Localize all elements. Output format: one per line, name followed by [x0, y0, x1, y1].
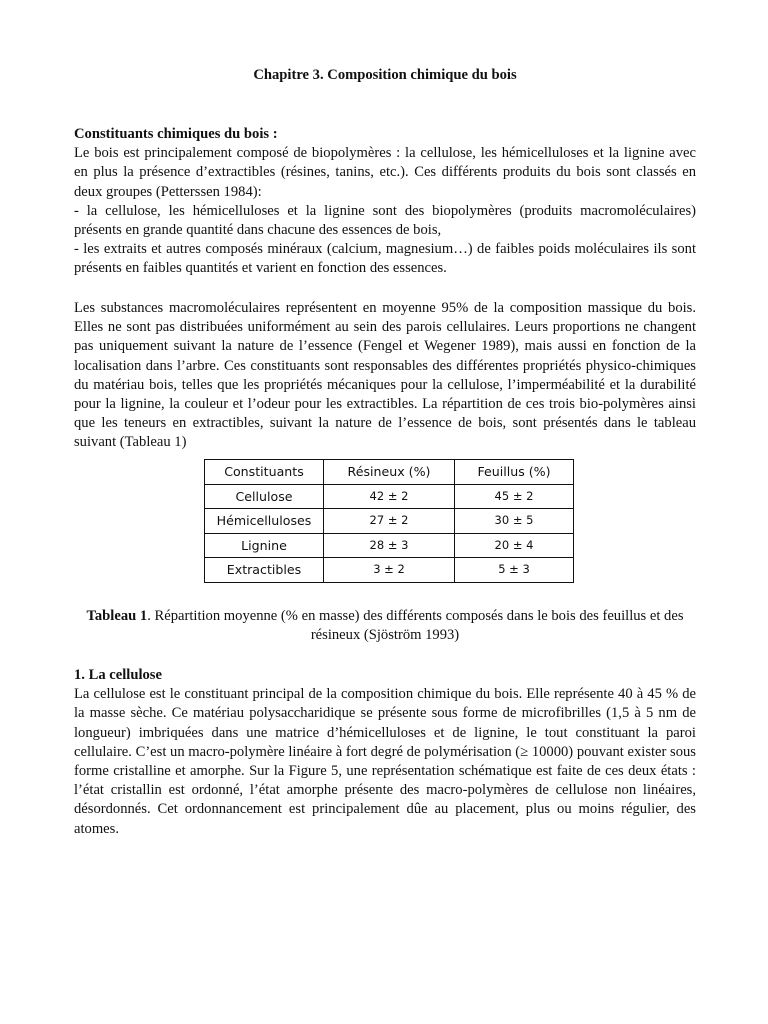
paragraph-macromolecules-text: Les substances macromoléculaires représentent en moyenne 95% de la composition massique du bois. Elles ne sont pas distribuées uniformément au sein des parois cellulaires. Leurs proportions ne changent pas uniquement suivant la nature de l’essence (Fengel et Wegener 1989), mais aussi en fonction de la localisation dans l’arbre. Ces constituants sont responsables des différentes propriétés physico-chimiques du matériau bois, telles que les propriétés mécaniques pour la cellulose, l’imperméabilité et la durabilité pour la lignine, la couleur et l’odeur pour les extractibles. La répartition de ces trois bio-polymères ainsi que les teneurs en extractibles, suivant la nature de l’essence de bois, sont présentés dans le tableau suivant (Tableau 1) [74, 300, 696, 451]
table-row [205, 509, 574, 534]
paragraph-intro: Le bois est principalement composé de biopolymères : la cellulose, les hémicelluloses et la lignine avec en plus la présence d’extractibles (résines, tanins, etc.). Ces différents produits du bois sont classés en deux groupes (Petterssen 1984): [74, 145, 696, 200]
paragraph-macromolecules [74, 299, 696, 453]
section-constituants [74, 125, 696, 279]
section-cellulose [74, 666, 696, 839]
table-row [205, 533, 574, 558]
table-cell-feuillus: 5 ± 3 [455, 558, 574, 583]
bullet-biopolymeres: - la cellulose, les hémicelluloses et la lignine sont des biopolymères (produits macromoléculaires) présents en grande quantité dans chacune des essences de bois, [74, 202, 696, 239]
table-row [205, 558, 574, 583]
table-cell-constituant: Hémicelluloses [205, 509, 324, 534]
chapter-title: Chapitre 3. Composition chimique du bois [253, 67, 517, 83]
table-header-resineux: Résineux (%) [324, 460, 455, 485]
table-cell-constituant: Cellulose [205, 484, 324, 509]
table-cell-constituant: Lignine [205, 533, 324, 558]
table-cell-resineux: 28 ± 3 [324, 533, 455, 558]
table-caption [74, 607, 696, 645]
table-row [205, 484, 574, 509]
table-header-constituants: Constituants [205, 460, 324, 485]
table-cell-feuillus: 45 ± 2 [455, 484, 574, 509]
paragraph-cellulose: La cellulose est le constituant principal de la composition chimique du bois. Elle représente 40 à 45 % de la masse sèche. Ce matériau polysaccharidique se présente sous forme de microfibrilles (1,5 à 5 nm de longueur) imbriquées dans une matrice d’hémicelluloses et de lignine, le tout constituant la paroi cellulaire. C’est un macro-polymère linéaire à fort degré de polymérisation (≥ 10000) pouvant exister sous forme cristalline et amorphe. Sur la Figure 5, une représentation schématique est faite de ces deux états : l’état cristallin est ordonné, l’état amorphe présente des macro-polymères de cellulose non linéaires, désordonnés. Cet ordonnancement est principalement dûe au placement, plus ou moins régulier, des atomes. [74, 686, 696, 837]
table-cell-resineux: 3 ± 2 [324, 558, 455, 583]
table-caption-label: Tableau 1 [86, 608, 148, 624]
section-heading-constituants: Constituants chimiques du bois : [74, 126, 278, 142]
table-header-row [205, 460, 574, 485]
table-header-feuillus: Feuillus (%) [455, 460, 574, 485]
table-cell-resineux: 27 ± 2 [324, 509, 455, 534]
composition-table [204, 459, 574, 583]
section-heading-cellulose: 1. La cellulose [74, 667, 162, 683]
composition-table-wrapper [204, 459, 574, 583]
table-cell-feuillus: 20 ± 4 [455, 533, 574, 558]
table-cell-constituant: Extractibles [205, 558, 324, 583]
table-cell-feuillus: 30 ± 5 [455, 509, 574, 534]
bullet-extraits: - les extraits et autres composés minéraux (calcium, magnesium…) de faibles poids moléculaires ils sont présents en faibles quantités et varient en fonction des essences. [74, 241, 696, 277]
table-cell-resineux: 42 ± 2 [324, 484, 455, 509]
table-caption-text: . Répartition moyenne (% en masse) des différents composés dans le bois des feuillus et des résineux (Sjöström 1993) [147, 608, 684, 644]
